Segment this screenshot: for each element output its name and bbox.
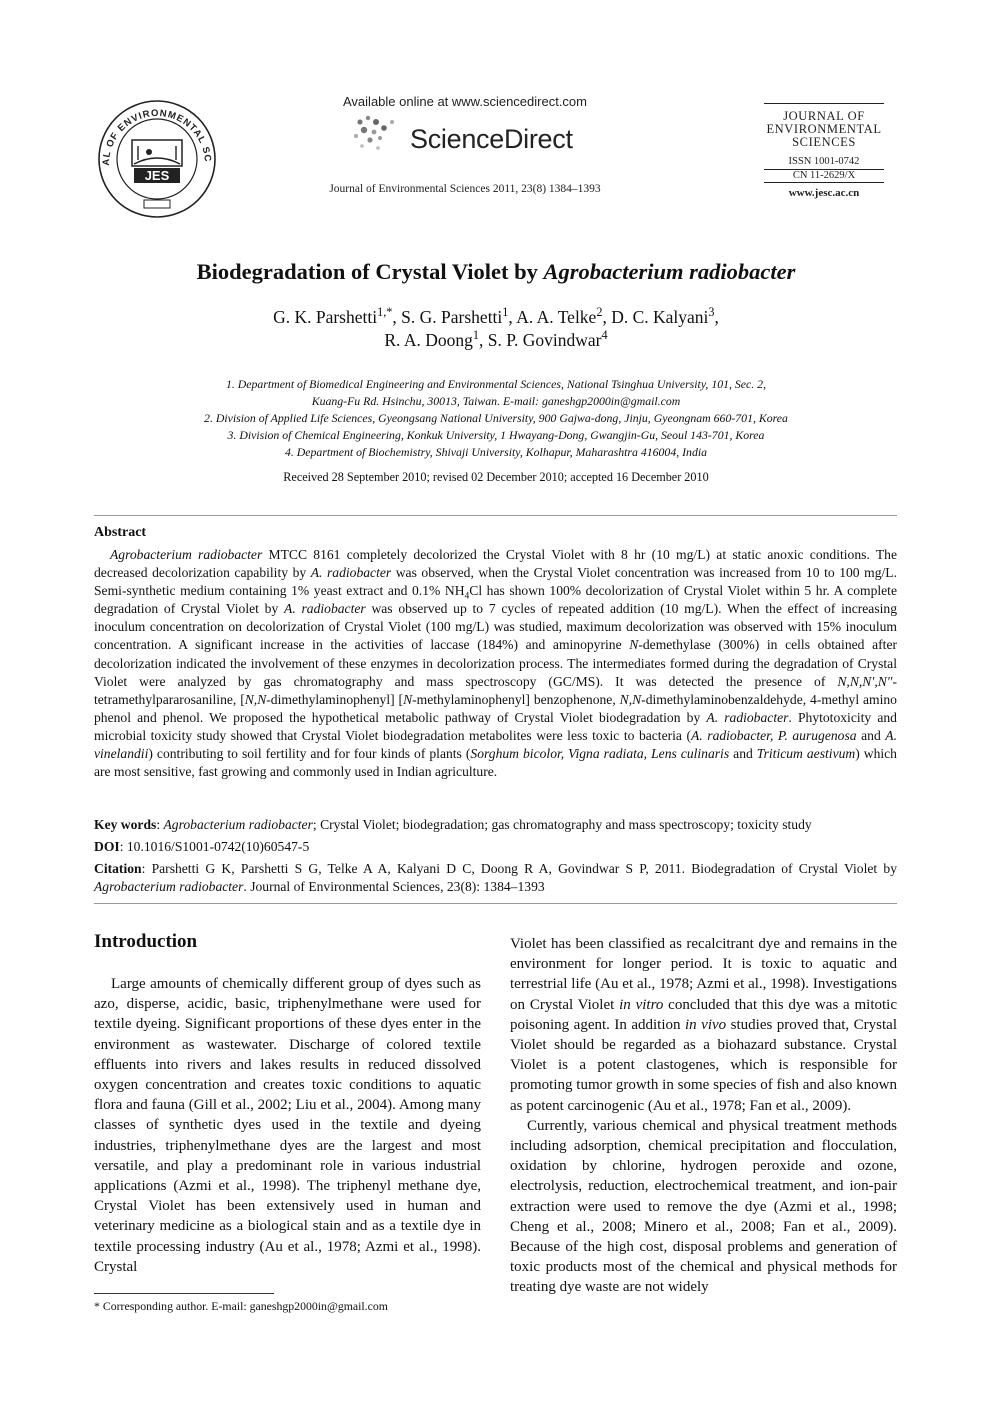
intro-right-column <box>510 934 897 1298</box>
issn: ISSN 1001-0742 <box>788 156 860 167</box>
seal-badge-text: JES <box>144 168 170 183</box>
masthead-line-2: ENVIRONMENTAL <box>766 122 882 136</box>
affiliation-line: 4. Department of Biochemistry, Shivaji University, Kolhapur, Maharashtra 416004, India <box>284 445 708 459</box>
masthead-line-3: SCIENCES <box>792 135 856 149</box>
keywords: Key words: Agrobacterium radiobacter; Crystal Violet; biodegradation; gas chromatography and mass spectroscopy; toxicity study <box>94 817 812 832</box>
author-list <box>60 306 932 352</box>
title-plain: Biodegradation of Crystal Violet by <box>196 259 544 284</box>
doi: DOI: 10.1016/S1001-0742(10)60547-5 <box>94 839 310 854</box>
article-title <box>60 259 932 285</box>
jes-masthead <box>764 103 884 199</box>
journal-citation: Journal of Environmental Sciences 2011, 23(8) 1384–1393 <box>329 183 601 195</box>
paragraph: Violet has been classified as recalcitrant dye and remains in the environment for longer period. It is toxic to aquatic and terrestrial life (Au et al., 1978; Azmi et al., 1998). Investigations on Crystal Violet in vitro concluded that this dye was a mitotic poisoning agent. In addition in vivo studies proved that, Crystal Violet should be regarded as a biohazard substance. Crystal Violet is a potent clastogenes, which is responsible for promoting tumor growth in some species of fish and also known as potent carcinogenic (Au et al., 1978; Fan et al., 2009). <box>510 936 897 1114</box>
author: R. A. Doong$^1$, <box>384 328 488 350</box>
seal-arc-text: AL OF ENVIRONMENTAL SC <box>100 107 214 166</box>
affiliation-line: 2. Division of Applied Life Sciences, Gyeongsang National University, 900 Gajwa-dong, Jinju, Gyeongnam 660-701, Korea <box>204 411 788 425</box>
citation: Citation: Parshetti G K, Parshetti S G, Telke A A, Kalyani D C, Doong R A, Govindwar S P, 2011. Biodegradation of Crystal Violet by Agrobacterium radiobacter. Journal of Environmental Sciences, 23(8): 1384–1393 <box>94 861 897 895</box>
svg-text:JOURNAL OF ENVIRONMENTAL SCIEN <box>94 98 213 166</box>
author: S. P. Govindwar$^4$ <box>487 328 608 350</box>
author: A. A. Telke$^2$, <box>516 305 612 327</box>
author: D. C. Kalyani$^3$, <box>611 305 719 327</box>
masthead-line-1: JOURNAL OF <box>783 109 865 123</box>
intro-left-column <box>94 974 481 1277</box>
paragraph: Currently, various chemical and physical treatment methods including adsorption, chemical precipitation and flocculation, oxidation by chlorine, hydrogen peroxide and ozone, electrolysis, reduction, electrochemical treatment, and ion-pair extraction were used to remove the dye (Azmi et al., 1998; Cheng et al., 2008; Minero et al., 2008; Fan et al., 2009). Because of the high cost, disposal problems and generation of toxic products most of the chemical and physical methods for treating dye waste are not widely <box>510 1117 897 1296</box>
footnote-rule <box>94 1293 274 1294</box>
available-online-text: Available online at www.sciencedirect.com <box>343 94 587 109</box>
received-dates: Received 28 September 2010; revised 02 December 2010; accepted 16 December 2010 <box>283 470 709 484</box>
jes-seal-logo <box>94 98 220 220</box>
title-italic: Agrobacterium radiobacter <box>543 259 796 284</box>
paragraph: Large amounts of chemically different group of dyes such as azo, disperse, acidic, basic, triphenylmethane were used for textile dyeing. Significant proportions of these dyes enter in the environment as wastewater. Discharge of colored textile effluents into rivers and lakes results in reduced dissolved oxygen concentration and creates toxic conditions to aquatic flora and fauna (Gill et al., 2002; Liu et al., 2004). Among many classes of synthetic dyes used in the textile and dyeing industries, triphenylmethane dyes are the largest and most versatile, and play a predominant role in various industrial applications (Azmi et al., 1998). The triphenyl methane dye, Crystal Violet has been extensively used in human and veterinary medicine as a biological stain and as a textile dye in textile processing industry (Au et al., 1978; Azmi et al., 1998). Crystal <box>94 976 481 1275</box>
affiliations <box>60 376 932 461</box>
divider <box>94 903 897 904</box>
affiliation-line: 1. Department of Biomedical Engineering and Environmental Sciences, National Tsinghua University, 101, Sec. 2, <box>225 377 767 391</box>
divider <box>94 515 897 516</box>
affiliation-line: Kuang-Fu Rd. Hsinchu, 30013, Taiwan. E-mail: ganeshgp2000in@gmail.com <box>311 394 681 408</box>
cn-number: CN 11-2629/X <box>764 169 884 183</box>
affiliation-line: 3. Division of Chemical Engineering, Konkuk University, 1 Hwayang-Dong, Gwangjin-Gu, Seoul 143-701, Korea <box>227 428 765 442</box>
author: G. K. Parshetti$^{1,*}$, <box>273 305 402 327</box>
sciencedirect-wordmark: ScienceDirect <box>410 124 573 154</box>
abstract-heading: Abstract <box>94 525 147 540</box>
corresponding-author-footnote: * Corresponding author. E-mail: ganeshgp2000in@gmail.com <box>94 1299 388 1313</box>
section-heading-introduction: Introduction <box>94 931 198 952</box>
abstract-body: Agrobacterium radiobacter MTCC 8161 completely decolorized the Crystal Violet with 8 hr (10 mg/L) at static anoxic conditions. The decreased decolorization capability by A. radiobacter was observed, when the Crystal Violet concentration was increased from 10 to 100 mg/L. Semi-synthetic medium containing 1% yeast extract and 0.1% $NH_4Cl$ has shown 100% decolorization of Crystal Violet within 5 hr. A complete degradation of Crystal Violet by A. radiobacter was observed up to 7 cycles of repeated addition (10 mg/L). When the effect of increasing inoculum concentration on decolorization of Crystal Violet (100 mg/L) was studied, maximum decolorization was observed with 15% inoculum concentration. A significant increase in the activities of laccase (184%) and aminopyrine N-demethylase (300%) in cells obtained after decolorization indicated the involvement of these enzymes in decolorization process. The intermediates formed during the degradation of Crystal Violet were analyzed by gas chromatography and mass spectroscopy (GC/MS). It was detected the presence of N,N,N′,N″-tetramethylpararosaniline, [N,N-dimethylaminophenyl] [N-methylaminophenyl] benzophenone, N,N-dimethylaminobenzaldehyde, 4-methyl amino phenol and phenol. We proposed the hypothetical metabolic pathway of Crystal Violet biodegradation by A. radiobacter. Phytotoxicity and microbial toxicity study showed that Crystal Violet biodegradation metabolites were less toxic to bacteria (A. radiobacter, P. aurugenosa and A. vinelandii) contributing to soil fertility and for four kinds of plants (Sorghum bicolor, Vigna radiata, Lens culinaris and Triticum aestivum) which are most sensitive, fast growing and commonly used in Indian agriculture. <box>94 547 897 780</box>
masthead-title <box>764 104 884 149</box>
journal-website: www.jesc.ac.cn <box>788 187 860 199</box>
author: S. G. Parshetti$^1$, <box>401 305 517 327</box>
